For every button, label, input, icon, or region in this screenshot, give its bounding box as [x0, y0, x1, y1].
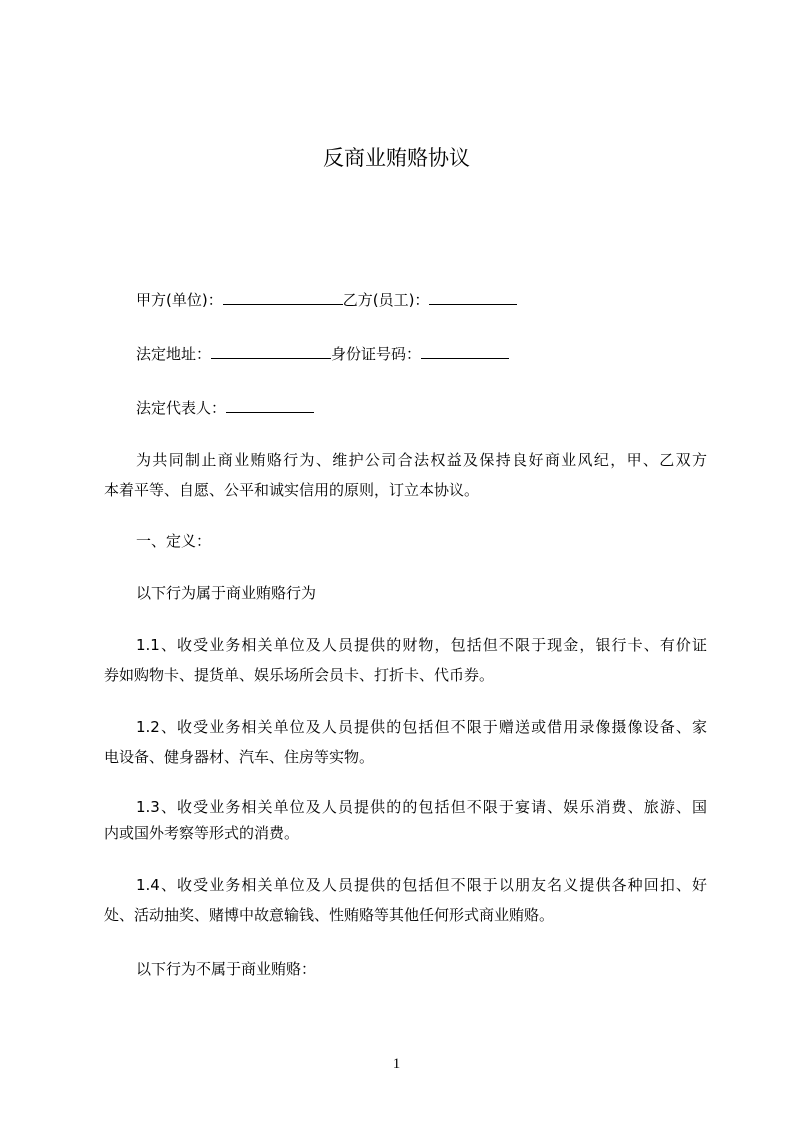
item-1-3-line-1: 1.3、收受业务相关单位及人员提供的的包括但不限于宴请、娱乐消费、旅游、国 [136, 798, 707, 816]
representative-blank [226, 398, 314, 413]
not-bribery-heading: 以下行为不属于商业贿赂： [136, 960, 317, 978]
item-1-4-line-2: 处、活动抽奖、赌博中故意输钱、性贿赂等其他任何形式商业贿赂。 [104, 906, 555, 924]
item-1-4-line-1: 1.4、收受业务相关单位及人员提供的包括但不限于以朋友名义提供各种回扣、好 [136, 876, 707, 894]
id-number-label: 身份证号码： [331, 345, 422, 363]
representative-label: 法定代表人： [136, 399, 227, 417]
address-fields-row [136, 344, 509, 364]
id-number-blank [421, 344, 509, 359]
intro-line-2: 本着平等、自愿、公平和诚实信用的原则，订立本协议。 [104, 481, 480, 499]
party-fields-row [136, 290, 517, 310]
bribery-heading: 以下行为属于商业贿赂行为 [136, 584, 317, 602]
party-a-blank [223, 290, 343, 305]
item-1-1-line-1: 1.1、收受业务相关单位及人员提供的财物，包括但不限于现金，银行卡、有价证 [136, 636, 707, 654]
item-1-3-line-2: 内或国外考察等形式的消费。 [104, 824, 300, 842]
address-label: 法定地址： [136, 345, 212, 363]
party-b-blank [429, 290, 517, 305]
item-1-1-line-2: 券如购物卡、提货单、娱乐场所会员卡、打折卡、代币券。 [104, 666, 495, 684]
item-1-2-line-2: 电设备、健身器材、汽车、住房等实物。 [104, 748, 375, 766]
page-number: 1 [392, 1056, 401, 1072]
item-1-2-line-1: 1.2、收受业务相关单位及人员提供的包括但不限于赠送或借用录像摄像设备、家 [136, 718, 707, 736]
section-heading: 一、定义： [136, 532, 212, 550]
representative-row [136, 398, 314, 418]
party-a-label: 甲方(单位)： [136, 291, 223, 309]
intro-line-1: 为共同制止商业贿赂行为、维护公司合法权益及保持良好商业风纪，甲、乙双方 [136, 451, 707, 469]
address-blank [211, 344, 331, 359]
document-title: 反商业贿赂协议 [323, 146, 470, 170]
party-b-label: 乙方(员工)： [342, 291, 430, 309]
